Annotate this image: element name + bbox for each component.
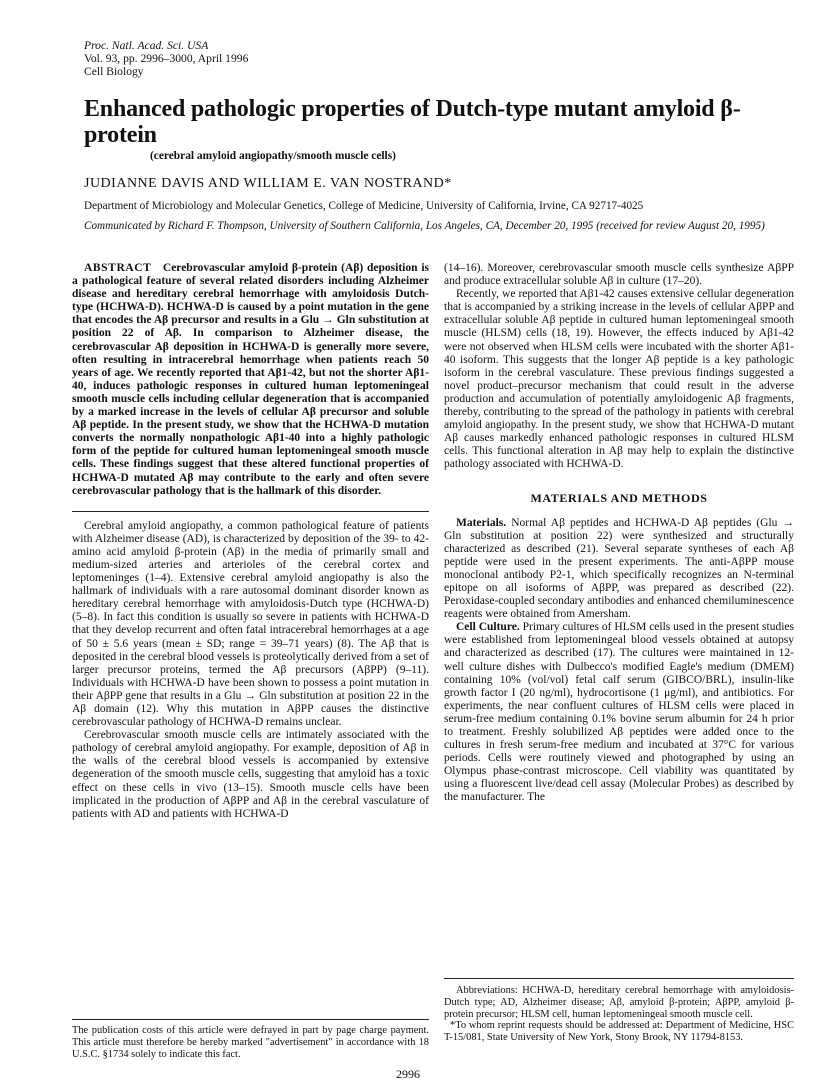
intro-paragraph-3: (14–16). Moreover, cerebrovascular smooth muscle cells synthesize AβPP and produce extracellular soluble Aβ in culture (17–20). <box>444 262 794 288</box>
intro-paragraph-1: Cerebral amyloid angiopathy, a common pathological feature of patients with Alzheimer disease (AD), is characterized by deposition of the 39- to 42-amino acid amyloid β-protein (Aβ) in the media of primarily small and medium-sized arteries and arterioles of the cerebral cortex and leptomeninges (1–4). Extensive cerebral amyloid angiopathy is also the hallmark of individuals with a rare autosomal dominant disorder known as hereditary cerebral hemorrhage with amyloidosis-Dutch type (HCHWA-D) (5–8). In fact this condition is usually so severe in patients with HCHWA-D that they develop recurrent and often fatal intracerebral hemorrhages at a age of 50 ± 5.6 years (mean ± SD; range = 39–71 years) (8). The Aβ that is deposited in the cerebral blood vessels is proteolytically derived from a set of larger precursor proteins, termed the Aβ precursors (AβPP) (9–11). Individuals with HCHWA-D have been shown to possess a point mutation in their AβPP gene that results in a Glu → Gln substitution at position 22 in the Aβ domain (12). Why this mutation in AβPP causes the distinctive cerebrovascular pathology of HCHWA-D remains unclear. <box>72 519 429 729</box>
journal-name: Proc. Natl. Acad. Sci. USA <box>84 39 209 52</box>
abbreviations-footnote: Abbreviations: HCHWA-D, hereditary cerebral hemorrhage with amyloidosis-Dutch type; AD, Alzheimer disease; Aβ, amyloid β-protein; AβPP, amyloid β-protein precursor; HLSM cell, human leptomeningeal smooth muscle cell. <box>444 985 794 1020</box>
publication-costs-note: The publication costs of this article were defrayed in part by page charge payment. This article must therefore be hereby marked "advertisement" in accordance with 18 U.S.C. §1734 solely to indicate this fact. <box>72 1025 429 1060</box>
author-line: JUDIANNE DAVIS AND WILLIAM E. VAN NOSTRAND* <box>84 176 452 191</box>
paper-title: Enhanced pathologic properties of Dutch-type mutant amyloid β-protein <box>84 96 741 148</box>
communicated-line: Communicated by Richard F. Thompson, University of Southern California, Los Angeles, CA, December 20, 1995 (received for review August 20, 1995) <box>84 220 765 232</box>
materials-label: Materials. <box>456 516 507 529</box>
costs-rule <box>72 1019 429 1020</box>
section-name: Cell Biology <box>84 64 144 78</box>
correspondence-footnote: *To whom reprint requests should be addressed at: Department of Medicine, HSC T-15/081, State University of New York, Stony Brook, NY 11794-8153. <box>444 1020 794 1044</box>
cell-culture-text: Primary cultures of HLSM cells used in the present studies were established from leptomeningeal blood vessels obtained at autopsy and characterized as described (17). The cultures were maintained in 12-well culture dishes with Dulbecco's modified Eagle's medium (DMEM) containing 10% (vol/vol) fetal calf serum (GIBCO/BRL), insulin-like growth factor I (20 ng/ml), hydrocortisone (1 μg/ml), and antibiotics. For experiments, the near confluent cultures of HLSM cells were placed in serum-free medium containing 0.1% bovine serum albumin for 24 h prior to treatment. Freshly solubilized Aβ peptides were added once to the cultures in fresh serum-free medium and incubated at 37°C for various periods. Cells were routinely viewed and photographed by using an Olympus phase-contrast microscope. Cell viability was quantitated by using a fluorescent live/dead cell assay (Molecular Probes) as described by the manufacturer. The <box>444 621 794 804</box>
affiliation: Department of Microbiology and Molecular Genetics, College of Medicine, University of California, Irvine, CA 92717-4025 <box>84 200 644 212</box>
left-footnotes <box>72 1019 429 1060</box>
materials-text: Normal Aβ peptides and HCHWA-D Aβ peptides (Glu → Gln substitution at position 22) were synthesized and structurally characterized as described (21). Several separate syntheses of each Aβ peptide were used in the present experiments. The anti-AβPP mouse monoclonal antibody P2-1, which specifically recognizes an N-terminal epitope on all isoforms of AβPP, was prepared as described (22). Peroxidase-coupled secondary antibodies and enhanced chemiluminescence reagents were obtained from Amersham. <box>444 516 794 621</box>
right-column <box>444 262 794 805</box>
footnote-rule <box>444 978 794 979</box>
abstract-divider <box>72 511 429 512</box>
intro-paragraph-2: Cerebrovascular smooth muscle cells are intimately associated with the pathology of cerebral amyloid angiopathy. For example, deposition of Aβ in the walls of the cerebral blood vessels is accompanied by extensive degeneration of the smooth muscle cells, suggesting that amyloid has a toxic effect on these cells in vivo (13–15). Smooth muscle cells have been implicated in the production of AβPP and Aβ in the cerebral vasculature of patients with AD and patients with HCHWA-D <box>72 729 429 820</box>
cell-culture-label: Cell Culture. <box>456 621 520 634</box>
materials-paragraph <box>444 517 794 622</box>
cell-culture-paragraph <box>444 621 794 804</box>
abstract <box>72 262 429 498</box>
intro-paragraph-4: Recently, we reported that Aβ1-42 causes extensive cellular degeneration that is accompanied by a striking increase in the levels of cellular AβPP and extracellular soluble Aβ peptide in cultured human leptomeningeal smooth muscle (HLSM) cells (18, 19). However, the effects induced by Aβ1-42 were not observed when HLSM cells were incubated with the shorter Aβ1-40 isoform. This suggests that the longer Aβ peptide is a key pathologic isoform in the cerebral vasculature. These previous findings suggested a novel product–precursor mechanism that could result in the adverse production and accumulation of potentially amyloidogenic Aβ fragments, thereby, contributing to the spread of the pathology in patients with cerebral amyloid angiopathy. In the present study, we show that HCHWA-D mutant Aβ causes markedly enhanced pathologic responses in cultured HLSM cells. This functional alteration in Aβ may help to explain the distinctive pathology associated with HCHWA-D. <box>444 288 794 471</box>
journal-header <box>84 40 248 78</box>
abstract-label: ABSTRACT <box>84 262 152 274</box>
page-number: 2996 <box>396 1067 420 1081</box>
left-column <box>72 262 429 821</box>
abstract-text: Cerebrovascular amyloid β-protein (Aβ) deposition is a pathological feature of several related disorders including Alzheimer disease and hereditary cerebral hemorrhage with amyloidosis Dutch-type (HCHWA-D). HCHWA-D is caused by a point mutation in the gene that encodes the Aβ precursor and results in a Glu → Gln substitution at position 22 of Aβ. In comparison to Alzheimer disease, the cerebrovascular Aβ deposition in HCHWA-D is generally more severe, often resulting in intracerebral hemorrhage when patients reach 50 years of age. We recently reported that Aβ1-42, but not the shorter Aβ1-40, induces pathologic responses in cultured human leptomeningeal smooth muscle cells including cellular degeneration that is accompanied by a marked increase in the levels of cellular Aβ precursor and soluble Aβ peptide. In the present study, we show that the HCHWA-D mutation converts the normally nonpathologic Aβ1-40 into a highly pathologic form of the peptide for cultured human leptomeningeal smooth muscle cells. These findings suggest that these altered functional properties of HCHWA-D mutated Aβ may contribute to the early and often severe cerebrovascular pathology that is the hallmark of this disorder. <box>72 262 429 497</box>
section-heading: MATERIALS AND METHODS <box>530 490 708 505</box>
volume-line: Vol. 93, pp. 2996–3000, April 1996 <box>84 51 249 65</box>
right-footnotes <box>444 978 794 1044</box>
paper-keywords: (cerebral amyloid angiopathy/smooth muscle cells) <box>150 150 396 162</box>
